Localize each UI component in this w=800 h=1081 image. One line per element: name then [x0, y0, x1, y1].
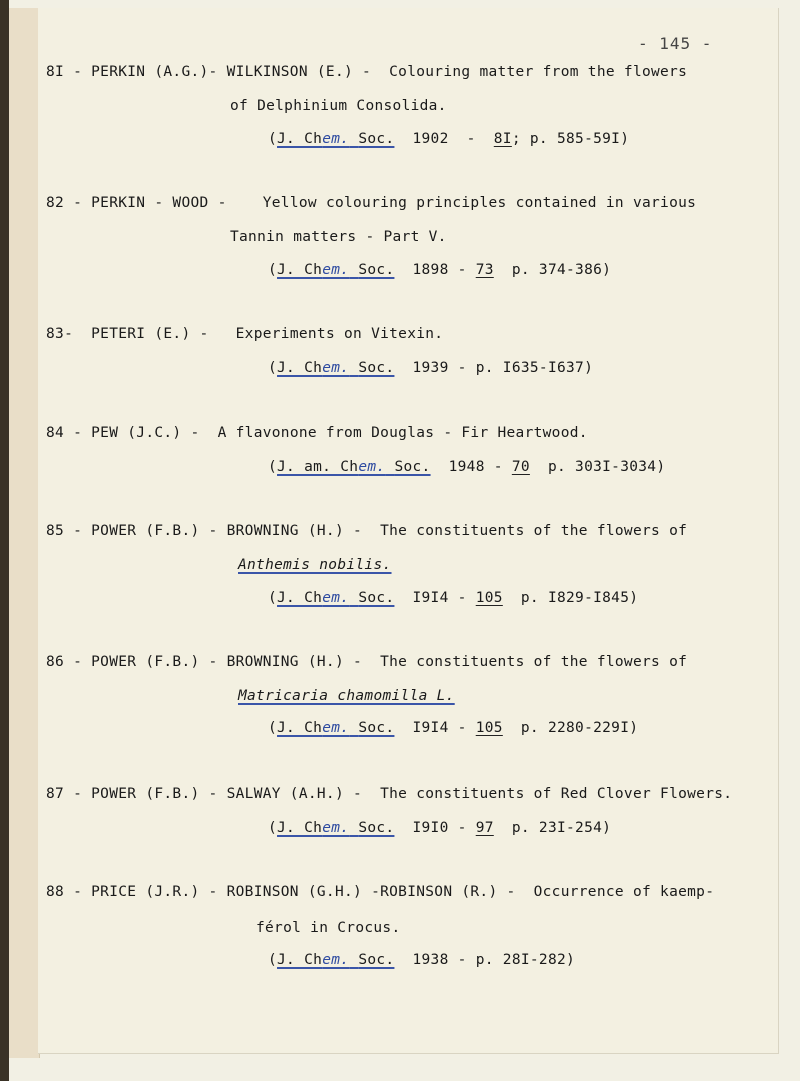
entry-author: POWER (F.B.) - SALWAY (A.H.) -	[91, 786, 363, 802]
entry-author: PETERI (E.) -	[91, 326, 209, 342]
entry-85-citation: (J. Chem. Soc. I9I4 - 105 p. I829-I845)	[268, 590, 639, 606]
entry-85-title-cont: Anthemis nobilis.	[238, 557, 392, 573]
entry-86-title-cont: Matricaria chamomilla L.	[238, 688, 455, 704]
entry-number: 83	[46, 326, 65, 342]
entry-86-citation: (J. Chem. Soc. I9I4 - 105 p. 2280-229I)	[268, 720, 639, 736]
entry-number: 87	[46, 786, 65, 802]
entry-title: Colouring matter from the flowers	[389, 64, 688, 80]
entry-82-title-cont: Tannin matters - Part V.	[230, 229, 447, 245]
entry-83-header: 83- PETERI (E.) - Experiments on Vitexin.	[46, 326, 444, 342]
entry-number: 86	[46, 654, 65, 670]
entry-title: The constituents of Red Clover Flowers.	[380, 786, 733, 802]
entry-87-header: 87 - POWER (F.B.) - SALWAY (A.H.) - The constituents of Red Clover Flowers.	[46, 786, 733, 802]
entry-84-citation: (J. am. Chem. Soc. 1948 - 70 p. 303I-3034)	[268, 459, 666, 475]
entry-title: Experiments on Vitexin.	[235, 326, 444, 342]
entry-author: POWER (F.B.) - BROWNING (H.) -	[91, 654, 363, 670]
entry-84-header: 84 - PEW (J.C.) - A flavonone from Douglas - Fir Heartwood.	[46, 425, 588, 441]
entry-author: PERKIN - WOOD -	[91, 195, 227, 211]
entry-88-title-cont: férol in Crocus.	[256, 920, 401, 936]
page-edge-strip	[9, 8, 40, 1058]
entry-author: POWER (F.B.) - BROWNING (H.) -	[91, 523, 363, 539]
entry-82-citation: (J. Chem. Soc. 1898 - 73 p. 374-386)	[268, 262, 612, 278]
entry-81-citation: (J. Chem. Soc. 1902 - 8I; p. 585-59I)	[268, 131, 630, 147]
entry-number: 82	[46, 195, 65, 211]
page-number: - 145 -	[638, 34, 713, 53]
entry-number: 88	[46, 884, 65, 900]
entry-author: PRICE (J.R.) - ROBINSON (G.H.) -ROBINSON (R.) -	[91, 884, 516, 900]
entry-author: PERKIN (A.G.)- WILKINSON (E.) -	[91, 64, 372, 80]
entry-number: 84	[46, 425, 65, 441]
book-binding	[0, 0, 9, 1081]
entry-title: Occurrence of kaemp-	[533, 884, 715, 900]
entry-85-header: 85 - POWER (F.B.) - BROWNING (H.) - The constituents of the flowers of	[46, 523, 688, 539]
entry-title: Yellow colouring principles contained in various	[262, 195, 697, 211]
entry-number: 85	[46, 523, 65, 539]
entry-86-header: 86 - POWER (F.B.) - BROWNING (H.) - The constituents of the flowers of	[46, 654, 688, 670]
entry-88-header: 88 - PRICE (J.R.) - ROBINSON (G.H.) -ROBINSON (R.) - Occurrence of kaemp-	[46, 884, 715, 900]
entry-81-title-cont: of Delphinium Consolida.	[230, 98, 447, 114]
entry-87-citation: (J. Chem. Soc. I9I0 - 97 p. 23I-254)	[268, 820, 612, 836]
entry-88-citation: (J. Chem. Soc. 1938 - p. 28I-282)	[268, 952, 576, 968]
entry-81-header: 8I - PERKIN (A.G.)- WILKINSON (E.) - Colouring matter from the flowers	[46, 64, 688, 80]
entry-title: The constituents of the flowers of	[380, 523, 688, 539]
entry-82-header: 82 - PERKIN - WOOD - Yellow colouring principles contained in various	[46, 195, 697, 211]
entry-title: A flavonone from Douglas - Fir Heartwood.	[217, 425, 588, 441]
entry-author: PEW (J.C.) -	[91, 425, 200, 441]
entry-83-citation: (J. Chem. Soc. 1939 - p. I635-I637)	[268, 360, 594, 376]
entry-number: 8I	[46, 64, 65, 80]
entry-title: The constituents of the flowers of	[380, 654, 688, 670]
